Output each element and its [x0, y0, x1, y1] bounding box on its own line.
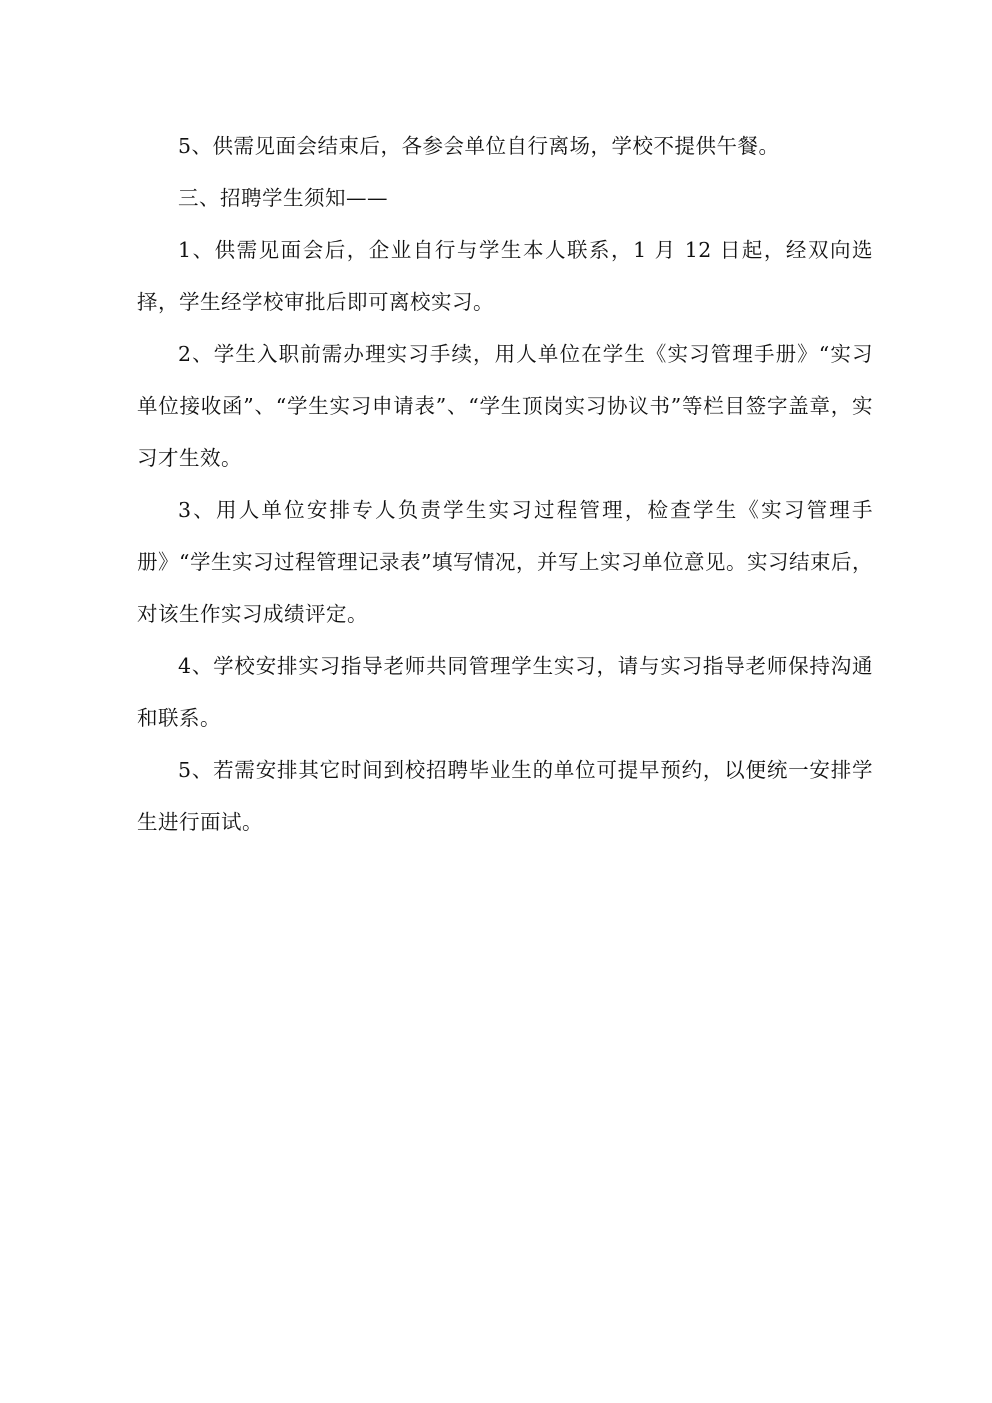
paragraph-text: 3、用人单位安排专人负责学生实习过程管理，检查学生《实习管理手册》“学生实习过程管理记录表”填写情况，并写上实习单位意见。实习结束后，对该生作实习成绩评定。	[137, 498, 873, 626]
paragraph-text: 5、供需见面会结束后，各参会单位自行离场，学校不提供午餐。	[178, 134, 780, 158]
paragraph-item-2	[137, 328, 873, 484]
paragraph-item-3	[137, 484, 873, 640]
paragraph-lunch-notice	[137, 120, 873, 172]
paragraph-text: 1、供需见面会后，企业自行与学生本人联系，1 月 12 日起，经双向选择，学生经学校审批后即可离校实习。	[137, 238, 873, 314]
paragraph-text: 4、学校安排实习指导老师共同管理学生实习，请与实习指导老师保持沟通和联系。	[137, 654, 873, 730]
heading-text: 三、招聘学生须知——	[178, 186, 388, 210]
paragraph-text: 2、学生入职前需办理实习手续，用人单位在学生《实习管理手册》“实习单位接收函”、“学生实习申请表”、“学生顶岗实习协议书”等栏目签字盖章，实习才生效。	[137, 342, 873, 470]
paragraph-item-5	[137, 744, 873, 848]
paragraph-item-1	[137, 224, 873, 328]
paragraph-item-4	[137, 640, 873, 744]
document-body	[137, 120, 873, 848]
section-heading-recruitment-notice	[137, 172, 873, 224]
paragraph-text: 5、若需安排其它时间到校招聘毕业生的单位可提早预约，以便统一安排学生进行面试。	[137, 758, 873, 834]
